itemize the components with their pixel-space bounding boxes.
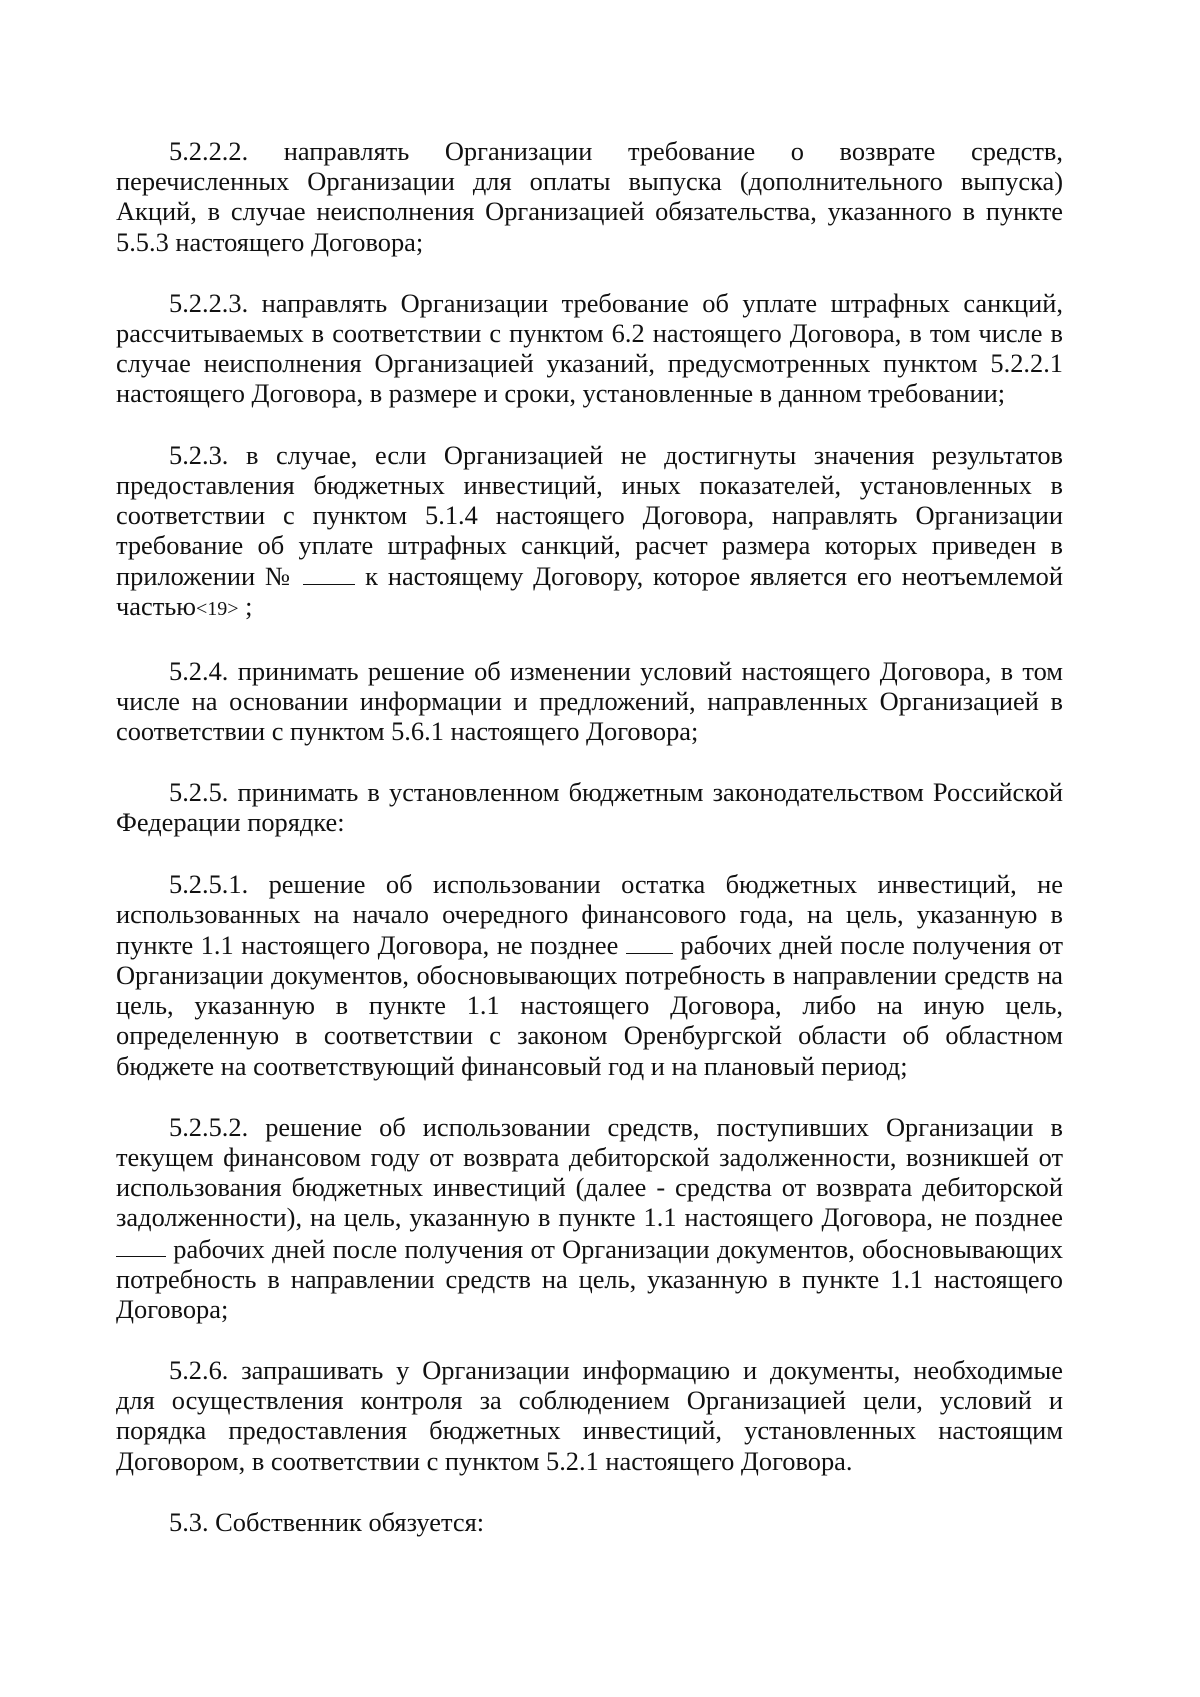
fill-in-blank bbox=[626, 929, 673, 954]
footnote-ref: <19> bbox=[195, 598, 239, 621]
fill-in-blank bbox=[116, 1233, 166, 1258]
paragraph-text: 5.2.2.2. направлять Организации требование о возврате средств, перечисленных Организации для оплаты выпуска (дополнительного выпуска) Акций, в случае неисполнения Организацией обязательства, указанного в пункте 5.5.3 настоящего Договора; bbox=[116, 136, 1063, 257]
paragraph-5-2-2-3 bbox=[116, 288, 1063, 409]
paragraph-text: 5.3. Собственник обязуется: bbox=[169, 1506, 485, 1537]
paragraph-text: 5.2.6. запрашивать у Организации информацию и документы, необходимые для осуществления контроля за соблюдением Организацией цели, условий и порядка предоставления бюджетных инвестиций, установленных настоящим Договором, в соответствии с пунктом 5.2.1 настоящего Договора. bbox=[116, 1354, 1063, 1476]
paragraph-5-2-6 bbox=[116, 1355, 1063, 1476]
paragraph-text: рабочих дней после получения от Организации документов, обосновывающих потребность в направлении средств на цель, указанную в пункте 1.1 настоящего Договора, либо на иную цель, определенную в соответствии с законом Оренбургской области об областном бюджете на соответствующий финансовый год и на плановый период; bbox=[116, 929, 1063, 1081]
paragraph-text: 5.2.2.3. направлять Организации требование об уплате штрафных санкций, рассчитываемых в соответствии с пунктом 6.2 настоящего Договора, в том числе в случае неисполнения Организацией указаний, предусмотренных пунктом 5.2.2.1 настоящего Договора, в размере и сроки, установленные в данном требовании; bbox=[116, 287, 1063, 409]
paragraph-5-2-3 bbox=[116, 440, 1063, 625]
paragraph-5-2-4 bbox=[116, 656, 1063, 747]
paragraph-text: рабочих дней после получения от Организации документов, обосновывающих потребность в направлении средств на цель, указанную в пункте 1.1 настоящего Договора; bbox=[116, 1233, 1063, 1324]
paragraph-text: 5.2.5. принимать в установленном бюджетным законодательством Российской Федерации порядке: bbox=[116, 777, 1063, 838]
paragraph-5-2-2-2 bbox=[116, 136, 1063, 257]
paragraph-5-2-5 bbox=[116, 777, 1063, 837]
paragraph-5-2-5-1 bbox=[116, 869, 1063, 1081]
paragraph-text: 5.2.5.1. решение об использовании остатка бюджетных инвестиций, не использованных на начало очередного финансового года, на цель, указанную в пункте 1.1 настоящего Договора, не позднее bbox=[116, 868, 1063, 960]
paragraph-5-3 bbox=[116, 1507, 1063, 1537]
paragraph-text: ; bbox=[238, 591, 253, 622]
document-page bbox=[116, 136, 1063, 1568]
paragraph-text: 5.2.3. в случае, если Организацией не достигнуты значения результатов предоставления бюджетных инвестиций, иных показателей, установленных в соответствии с пунктом 5.1.4 настоящего Договора, направлять Организации требование об уплате штрафных санкций, расчет размера которых приведен в приложении № bbox=[116, 439, 1063, 592]
paragraph-text: к настоящему Договору, которое является его неотъемлемой частью bbox=[116, 561, 1063, 622]
paragraph-text: 5.2.4. принимать решение об изменении условий настоящего Договора, в том числе на основании информации и предложений, направленных Организацией в соответствии с пунктом 5.6.1 настоящего Договора; bbox=[116, 655, 1063, 746]
fill-in-blank bbox=[303, 560, 355, 585]
paragraph-text: 5.2.5.2. решение об использовании средств, поступивших Организации в текущем финансовом году от возврата дебиторской задолженности, возникшей от использования бюджетных инвестиций (далее - средства от возврата дебиторской задолженности), на цель, указанную в пункте 1.1 настоящего Договора, не позднее bbox=[116, 1111, 1063, 1233]
paragraph-5-2-5-2 bbox=[116, 1112, 1063, 1324]
